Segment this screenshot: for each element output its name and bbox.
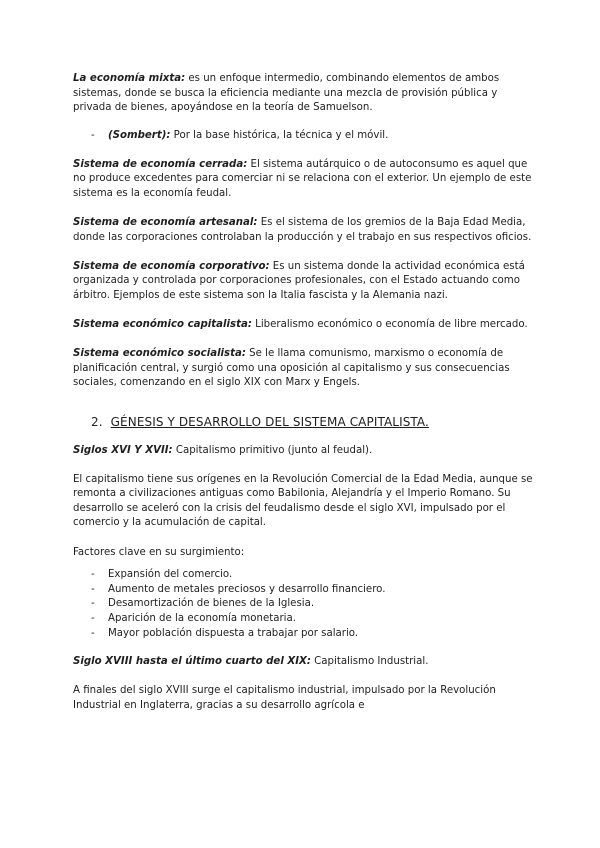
text-economia-mixta: es un enfoque intermedio, combinando elementos de ambos sistemas, donde se busca la eficiencia mediante una mezcla de provisión pública y privada de bienes, apoyándose en la teoría de Samuelson. (73, 73, 500, 114)
paragraph-capitalismo-industrial: A finales del siglo XVIII surge el capitalismo industrial, impulsado por la Revolución Industrial en Inglaterra, gracias a su desarrollo agrícola e (73, 685, 496, 711)
paragraph-economico-capitalista (73, 318, 533, 333)
text-economia-cerrada: El sistema autárquico o de autoconsumo es aquel que no produce excedentes para comerciar ni se relaciona con el exterior. Un ejemplo de este sistema es la economía feudal. (73, 158, 532, 200)
term-economia-artesanal: Sistema de economía artesanal: (73, 217, 258, 229)
term-siglo-xviii: Siglo XVIII hasta el último cuarto del XIX: (73, 656, 311, 668)
text-sombert: Por la base histórica, la técnica y el móvil. (170, 130, 389, 142)
text-economico-socialista: Se le llama comunismo, marxismo o economía de planificación central, y surgió como una oposición al capitalismo y sus consecuencias sociales, comenzando en el siglo XIX con Marx y Engels. (73, 348, 510, 389)
term-siglos-xvi-xvii: Siglos XVI Y XVII: (73, 444, 173, 456)
term-economia-cerrada: Sistema de economía cerrada: (73, 158, 248, 170)
paragraph-factores-intro: Factores clave en su surgimiento: (73, 546, 245, 558)
paragraph-origen-capitalismo: El capitalismo tiene sus orígenes en la Revolución Comercial de la Edad Media, aunque se remonta a civilizaciones antiguas como Babilonia, Alejandría y el Imperio Romano. Su desarrollo se aceleró con la crisis del feudalismo desde el siglo XVI, impulsado por el comercio y la acumulación de capital. (73, 473, 533, 529)
term-economia-corporativo: Sistema de economía corporativo: (73, 260, 270, 272)
section-number: 2. (91, 415, 103, 429)
paragraph-economia-artesanal (73, 216, 533, 245)
text-siglo-xviii: Capitalismo Industrial. (310, 656, 429, 668)
text-economia-corporativo: Es un sistema donde la actividad económica está organizada y controlada por corporaciones profesionales, con el Estado actuando como árbitro. Ejemplos de este sistema son la Italia fascista y la Alemania nazi. (73, 260, 525, 302)
list-item (73, 129, 533, 144)
list-item: - Expansión del comercio. (73, 568, 533, 583)
section-heading (91, 415, 533, 430)
list-item: - Mayor población dispuesta a trabajar por salario. (73, 627, 533, 642)
paragraph-siglo-xviii (73, 655, 533, 670)
paragraph-siglos-xvi-xvii (73, 444, 533, 459)
term-economia-mixta: La economía mixta: (73, 73, 186, 84)
term-economico-capitalista: Sistema económico capitalista: (73, 319, 252, 331)
text-economico-capitalista: Liberalismo económico o economía de libre mercado. (251, 319, 528, 331)
term-economico-socialista: Sistema económico socialista: (73, 348, 246, 360)
text-economia-artesanal: Es el sistema de los gremios de la Baja Edad Media, donde las corporaciones controlaban la producción y el trabajo en sus respectivos oficios. (73, 217, 532, 243)
factores-list (73, 568, 533, 641)
page-content (73, 72, 533, 728)
paragraph-economico-socialista (73, 347, 533, 391)
list-item: - Aparición de la economía monetaria. (73, 612, 533, 627)
paragraph-economia-mixta (73, 72, 533, 116)
sombert-list (73, 129, 533, 144)
list-item: - Aumento de metales preciosos y desarrollo financiero. (73, 583, 533, 598)
paragraph-economia-cerrada (73, 158, 533, 202)
paragraph-economia-corporativo (73, 260, 533, 304)
list-item: - Desamortización de bienes de la Iglesia. (73, 597, 533, 612)
section-title: GÉNESIS Y DESARROLLO DEL SISTEMA CAPITALISTA. (110, 415, 429, 429)
text-siglos-xvi-xvii: Capitalismo primitivo (junto al feudal). (172, 444, 373, 456)
term-sombert: (Sombert): (108, 130, 171, 142)
